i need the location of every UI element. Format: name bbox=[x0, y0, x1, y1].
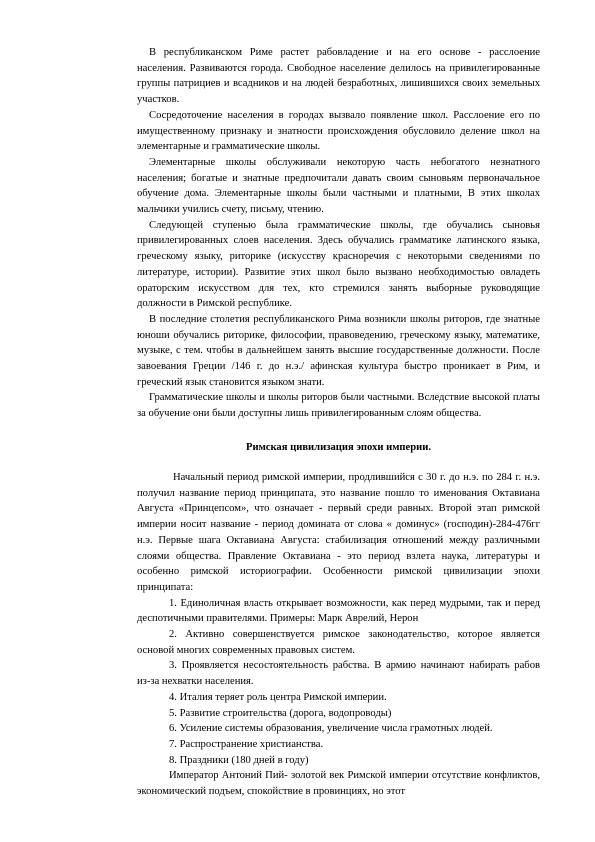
section-title: Римская цивилизация эпохи империи. bbox=[246, 442, 431, 453]
list-item: 1. Единоличная власть открывает возможности, как перед мудрыми, так и перед деспотичными правителями. Примеры: Марк Аврелий, Нерон bbox=[137, 597, 540, 625]
paragraph: В республиканском Риме растет рабовладение и на его основе - расслоение населения. Развиваются города. Свободное население делилось на привилегированные группы патрициев и всадников и на людей безработных, лишившихся своих земельных участков. bbox=[137, 47, 540, 106]
list-item: 5. Развитие строительства (дорога, водопроводы) bbox=[169, 707, 392, 719]
list-item: 3. Проявляется несостоятельность рабства. В армию начинают набирать рабов из-за нехватки населения. bbox=[137, 660, 540, 688]
paragraph: Грамматические школы и школы риторов были частными. Вследствие высокой платы за обучение они были доступны лишь привилегированным слоям общества. bbox=[137, 392, 540, 420]
list-item: 8. Праздники (180 дней в году) bbox=[169, 754, 309, 766]
paragraph: Элементарные школы обслуживали некоторую часть небогатого незнатного населения; богатые и знатные предпочитали давать своим сыновьям первоначальное обучение дома. Элементарные школы были частными и платными, В этих школах мальчики учились счету, письму, чтению. bbox=[137, 156, 540, 216]
body-text-lower bbox=[137, 470, 540, 800]
list-item: 7. Распространение христианства. bbox=[169, 738, 324, 750]
body-text-upper bbox=[137, 45, 540, 422]
list-item: 4. Италия теряет роль центра Римской империи. bbox=[169, 691, 387, 703]
paragraph: Начальный период римской империи, продлившийся с 30 г. до н.э. по 284 г. н.э. получил название период принципата, это название пошло то именования Октавиана Августа «Принцепсом», что означает - первый среди равных. Второй этап римской империи носит название - период домината от слова « доминус» (господин)-284-476гг н.э. Первые шага Октавиана Августа: стабилизация отношений между различными слоями общества. Правление Октавиана - это период взлета наука, литературы и особенно римской историографии. Особенности римской цивилизации эпохи принципата: bbox=[137, 472, 540, 593]
paragraph: Следующей ступенью была грамматические школы, где обучались сыновья привилегированных слоев населения. Здесь обучались грамматике латинского языка, греческому языку, риторике (искусству красноречия с некоторыми сведениями по литературе, истории). Развитие этих школ было вызвано необходимостью овладеть ораторским искусством для тех, кто стремился занять выборные руководящие должности в Римской республике. bbox=[137, 219, 540, 310]
list-item: 6. Усиление системы образования, увеличение числа грамотных людей. bbox=[169, 723, 493, 735]
paragraph: В последние столетия республиканского Рима возникли школы риторов, где знатные юноши обучались риторике, философии, правоведению, греческому языку, математике, музыке, с тем. чтобы в дальнейшем занять высшие государственные должности. После завоевания Греции /146 г. до н.э./ афинская культура быстро проникает в Рим, и греческий язык становится языком знати. bbox=[137, 313, 540, 388]
paragraph: Сосредоточение населения в городах вызвало появление школ. Расслоение его по имущественному признаку и знатности происхождения обусловило деление школ на элементарные и грамматические школы. bbox=[137, 109, 540, 153]
paragraph: Император Антоний Пий- золотой век Римской империи отсутствие конфликтов, экономический подъем, спокойствие в провинциях, но этот bbox=[137, 770, 540, 798]
list-item: 2. Активно совершенствуется римское законодательство, которое является основой многих современных правовых систем. bbox=[137, 629, 540, 656]
